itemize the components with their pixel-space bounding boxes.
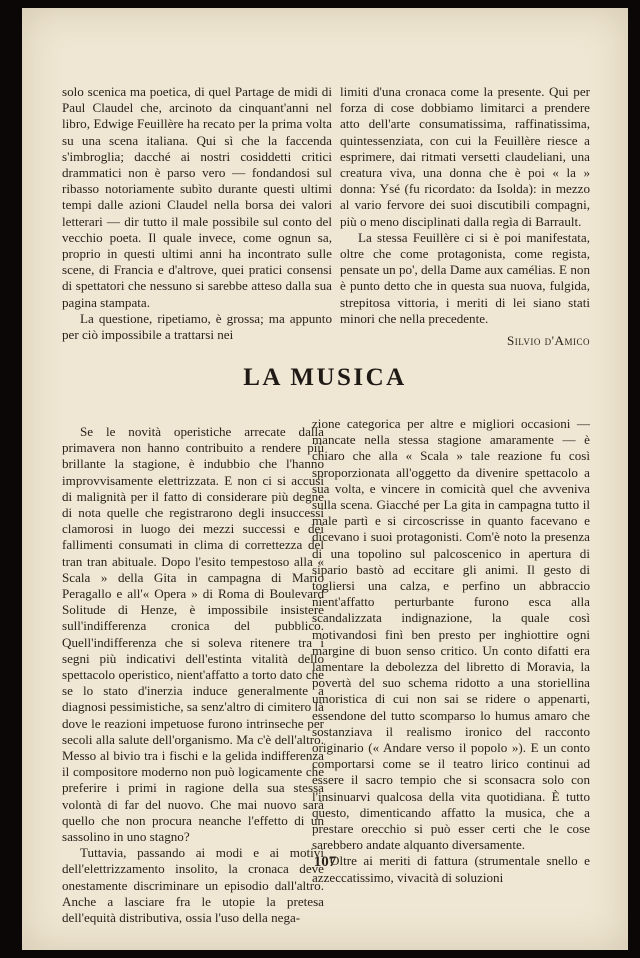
paragraph: La stessa Feuillère ci si è poi manifestata, oltre che come protagonista, come regista, pensate un po', della Dame aux camélias. E non è punto detto che in questa sua nuova, fulgida, strepitosa vittoria, i meriti di lei siano stati minori che nella precedente.: [340, 229, 590, 326]
paragraph: zione categorica per altre e migliori occasioni — mancate nella stessa stagione amaramente — è chiaro che alla « Scala » tale reazione fu così sproporzionata all'oggetto da divenire spettacolo a sua volta, e vincere in comicità quel che avveniva sulla scena. Giacché per La gita in campagna tutto il male partì e si circoscrisse in quanto facevano e dicevano i suoi protagonisti. Com'è noto la presenza di una topolino sul palcoscenico in apertura di sipario bastò ad eccitare gli animi. Il gesto di togliersi una calza, e perfino un abbraccio nient'affatto perturbante furono esca alla scandalizzata indignazione, la quale così motivandosi finì ben presto per inghiottire ogni margine di buon senso critico. Un conto difatti era lamentare la debolezza del libretto di Moravia, la povertà del suo schema ridotto a una storiellina umoristica di cui non sai se ridere o appenarti, essendone del tutto scomparso lo humus amaro che sostanziava il realismo ironico del racconto originario (« Andare verso il popolo »). E un conto comportarsi come se il teatro lirico continui ad essere il sacro tempio che si sconsacra solo con l'insinuarvi qualcosa della vita quotidiana. È tutto questo, dimenticando affatto la musica, che a prestare orecchio si può esser certi che le cose sarebbero andate alquanto diversamente.: [312, 416, 590, 853]
music-article-left-column: [62, 424, 324, 926]
paragraph: Se le novità operistiche arrecate dalla primavera non hanno contribuito a rendere più brillante la stagione, è indubbio che l'hanno improvvisamente elettrizzata. E non ci si accusi di malignità per il fatto di considerare più degne di nota quelle che registrarono degli insuccessi clamorosi in luogo dei mezzi successi e dei fallimenti consumati in clima di correttezza del tran tran abituale. Dopo l'esito tempestoso alla « Scala » della Gita in campagna di Mario Peragallo e all'« Opera » di Roma di Boulevard Solitude di Henze, è impossibile insistere sull'indifferenza cronica del pubblico. Quell'indifferenza che si soleva ritenere tra i segni più indicativi dell'estinta vitalità dello spettacolo operistico, nient'affatto a torto dato che se lo stato d'inerzia induce generalmente a diagnosi pessimistiche, sa senz'altro di cimitero là dove le reazioni impetuose furono intrinseche per secoli alla salute dell'organismo. Ma c'è dell'altro. Messo al bivio tra i fischi e la gelida indifferenza il compositore moderno non può logicamente che preferire i primi in ragione della sua stessa volontà di far del nuovo. Che mai nuovo sarà quello che non procura neanche l'effetto di un sassolino in uno stagno?: [62, 424, 324, 845]
book-page: [22, 8, 628, 950]
section-title: LA MUSICA: [243, 364, 407, 391]
paragraph: limiti d'una cronaca come la presente. Qui per forza di cose dobbiamo limitarci a prendere atto dell'arte consumatissima, raffinatissima, quintessenziata, con cui la Feuillère riesce a esprimere, dai ritmati versetti claudeliani, una creatura viva, una donna che è poi « la » donna: Ysé (fu ricordato: da Isolda): in mezzo al vario fervore dei suoi discutibili compagni, più o meno disciplinati dalla regìa di Barrault.: [340, 84, 590, 229]
paragraph: solo scenica ma poetica, di quel Partage de midi di Paul Claudel che, arcinoto da cinquant'anni nel libro, Edwige Feuillère ha recato per la prima volta su una scena italiana. Qui sì che la faccenda s'imbroglia; dacché ai nostri cosiddetti critici drammatici non è parso vero — fondandosi sul ribasso notoriamente subìto durante questi ultimi tempi dalle azioni Claudel nella borsa dei valori letterari — dir tutto il male possibile sul conto del vecchio poeta. Il quale invece, come ognun sa, proprio in questi ultimi anni ha incontrato sulle scene, di Francia e d'altrove, quei pratici consensi di spettatori che nessuno si sarebbe atteso dalla sua pagina stampata.: [62, 84, 332, 310]
theatre-review-right-column: [340, 84, 590, 349]
page-number: 107: [313, 854, 337, 870]
paragraph: Tuttavia, passando ai modi e ai motivi dell'elettrizzamento insolito, la cronaca deve onestamente discriminare un episodio dall'altro. Anche a lasciare fra le utopie la pretesa dell'equità distributiva, ossia l'uso della nega-: [62, 845, 324, 926]
music-article-right-column: [312, 416, 590, 886]
paragraph: Oltre ai meriti di fattura (strumentale snello e azzeccatissimo, vivacità di soluzioni: [312, 853, 590, 885]
author-signature: Silvio d'Amico: [506, 333, 590, 349]
theatre-review-left-column: [62, 84, 332, 343]
paragraph: La questione, ripetiamo, è grossa; ma appunto per ciò impossibile a trattarsi nei: [62, 310, 332, 343]
